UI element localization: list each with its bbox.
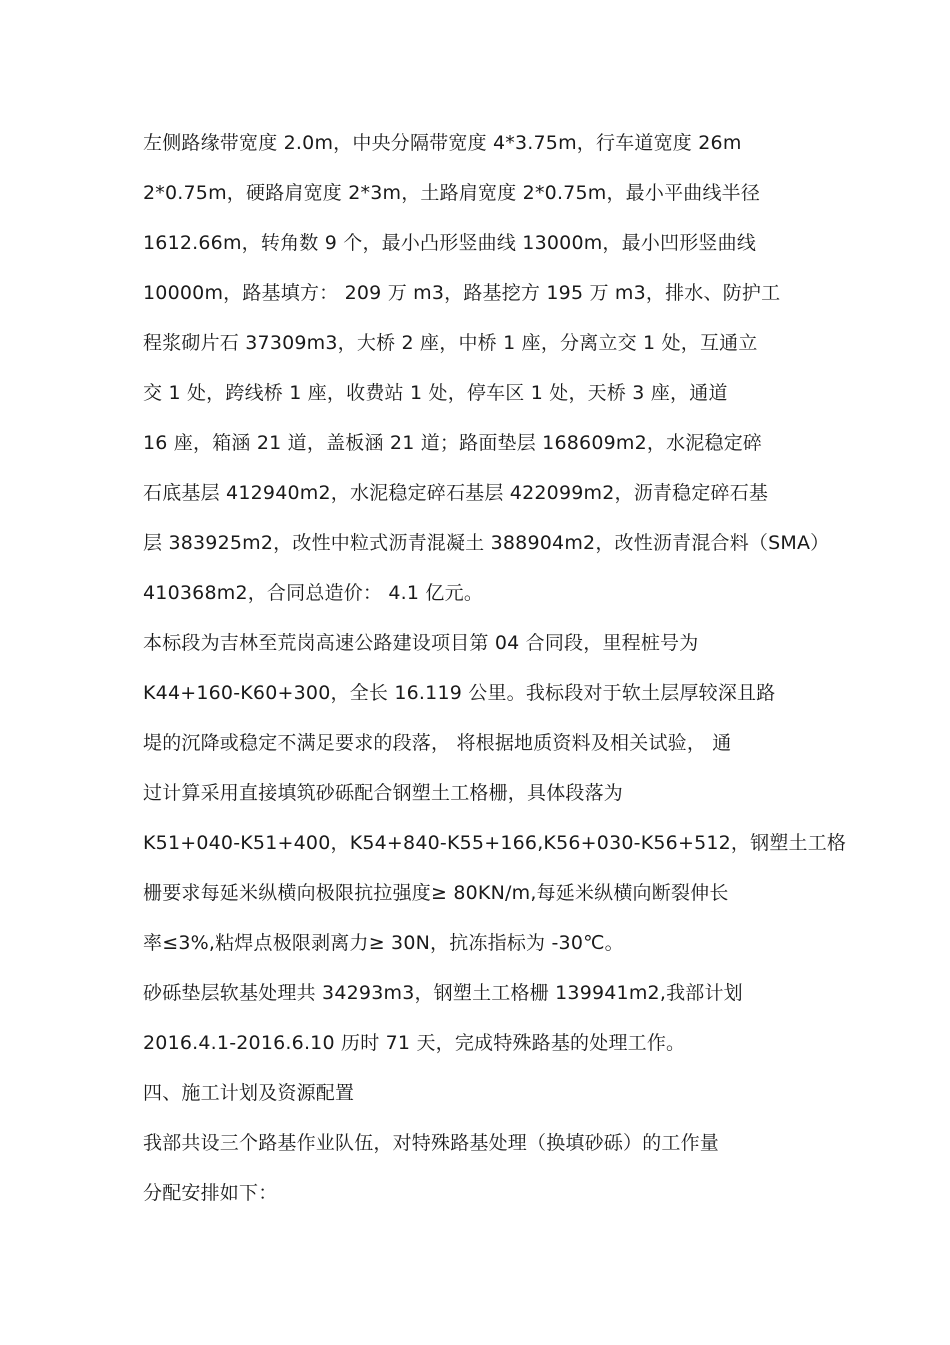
- text-line: 层 383925m2，改性中粒式沥青混凝土 388904m2，改性沥青混合料（SMA）: [143, 532, 830, 554]
- text-line: 程浆砌片石 37309m3，大桥 2 座，中桥 1 座，分离立交 1 处，互通立: [143, 332, 758, 354]
- section-heading: 四、施工计划及资源配置: [143, 1082, 355, 1104]
- text-line: 410368m2，合同总造价： 4.1 亿元。: [143, 582, 484, 604]
- text-line: 交 1 处，跨线桥 1 座，收费站 1 处，停车区 1 处，天桥 3 座，通道: [143, 382, 728, 404]
- text-line: 率≤3%,粘焊点极限剥离力≥ 30N，抗冻指标为 -30℃。: [143, 932, 624, 954]
- text-line: 1612.66m，转角数 9 个，最小凸形竖曲线 13000m，最小凹形竖曲线: [143, 232, 757, 254]
- text-line: 分配安排如下：: [143, 1182, 278, 1204]
- text-line: 过计算采用直接填筑砂砾配合钢塑土工格栅，具体段落为: [143, 782, 624, 804]
- text-line: 10000m，路基填方： 209 万 m3，路基挖方 195 万 m3，排水、防护工: [143, 282, 781, 304]
- text-line: 2016.4.1-2016.6.10 历时 71 天，完成特殊路基的处理工作。: [143, 1032, 686, 1054]
- text-line: 本标段为吉林至荒岗高速公路建设项目第 04 合同段，里程桩号为: [143, 632, 699, 654]
- text-line: 左侧路缘带宽度 2.0m，中央分隔带宽度 4*3.75m，行车道宽度 26m: [143, 132, 742, 154]
- text-line: K44+160-K60+300，全长 16.119 公里。我标段对于软土层厚较深且路: [143, 682, 776, 704]
- text-line: 砂砾垫层软基处理共 34293m3，钢塑土工格栅 139941m2,我部计划: [143, 982, 743, 1004]
- text-line: K51+040-K51+400，K54+840-K55+166,K56+030-K56+512，钢塑土工格: [143, 832, 847, 854]
- text-line: 16 座，箱涵 21 道，盖板涵 21 道；路面垫层 168609m2，水泥稳定碎: [143, 432, 763, 454]
- text-line: 栅要求每延米纵横向极限抗拉强度≥ 80KN/m,每延米纵横向断裂伸长: [143, 882, 729, 904]
- text-line: 我部共设三个路基作业队伍，对特殊路基处理（换填砂砾）的工作量: [143, 1132, 720, 1154]
- text-line: 堤的沉降或稳定不满足要求的段落， 将根据地质资料及相关试验， 通: [143, 732, 732, 754]
- text-line: 石底基层 412940m2，水泥稳定碎石基层 422099m2，沥青稳定碎石基: [143, 482, 769, 504]
- text-line: 2*0.75m，硬路肩宽度 2*3m，土路肩宽度 2*0.75m，最小平曲线半径: [143, 182, 761, 204]
